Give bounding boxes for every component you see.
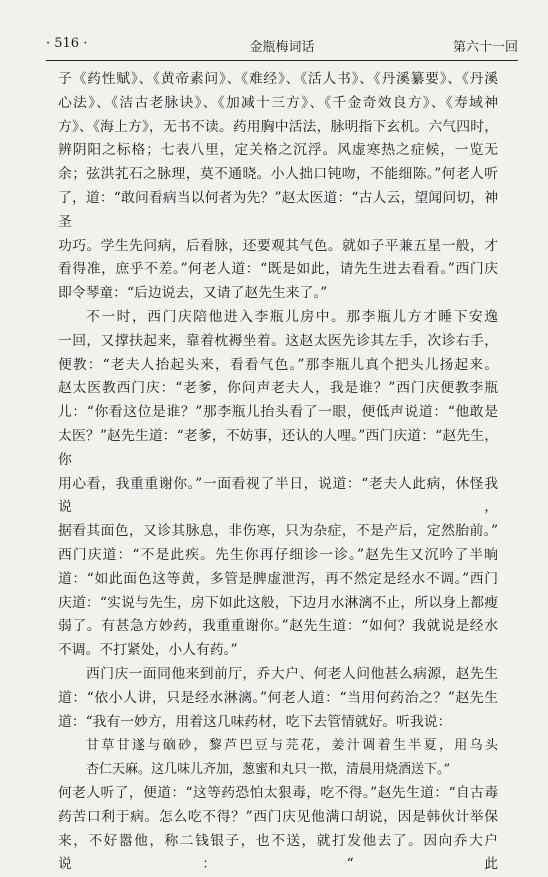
text-line: 道：“我有一妙方，用着这几味药材，吃下去管情就好。听我说： <box>58 711 498 735</box>
header-rule <box>46 60 518 61</box>
text-line: 何老人听了，便道：“这等药恐怕太狠毒，吃不得。”赵先生道：“自古毒 <box>58 782 498 806</box>
poem-line: 杏仁天麻。这几味儿齐加，葱蜜和丸只一揿，清晨用烧酒送下。” <box>58 758 498 782</box>
text-line: 子《药性赋》、《黄帝素问》、《难经》、《活人书》、《丹溪纂要》、《丹溪 <box>58 68 498 92</box>
text-line: 余；弦洪芤石之脉理，莫不通晓。小人拙口钝吻，不能细陈。”何老人听 <box>58 163 498 187</box>
page-header <box>46 36 518 58</box>
text-line: 用心看，我重重谢你。”一面看视了半日，说道：“老夫人此病，休怪我说， <box>58 473 498 521</box>
text-line: 来，不好嚣他，称二钱银子，也不送，就打发他去了。因向乔大户说：“此 <box>58 830 498 877</box>
text-line: 一回，又撑扶起来，靠着枕褥坐着。这赵太医先诊其左手，次诊右手， <box>58 330 498 354</box>
poem-line: 甘草甘遂与硇砂，黎芦巴豆与芫花，姜汁调着生半夏，用乌头 <box>58 734 498 758</box>
text-line: 太医？”赵先生道：“老爹，不妨事，还认的人哩。”西门庆道：“赵先生，你 <box>58 425 498 473</box>
text-line: 道：“依小人讲，只是经水淋漓。”何老人道：“当用何药治之？”赵先生 <box>58 687 498 711</box>
text-line: 据看其面色，又诊其脉息，非伤寒，只为杂症，不是产后，定然胎前。” <box>58 520 498 544</box>
text-line: 辨阴阳之标格；七表八里，定关格之沉浮。风虚寒热之症候，一览无 <box>58 139 498 163</box>
text-line: 不一时，西门庆陪他进入李瓶儿房中。那李瓶儿方才睡下安逸 <box>58 306 498 330</box>
text-line: 便教：“老夫人抬起头来，看看气色。”那李瓶儿真个把头儿扬起来。 <box>58 354 498 378</box>
text-line: 西门庆道：“不是此疾。先生你再仔细诊一诊。”赵先生又沉吟了半晌 <box>58 544 498 568</box>
book-title: 金瓶梅词话 <box>46 36 518 55</box>
text-line: 弱了。有甚急方妙药，我重重谢你。”赵先生道：“如何？我就说是经水 <box>58 615 498 639</box>
text-line: 赵太医教西门庆：“老爹，你问声老夫人，我是谁？”西门庆便教李瓶 <box>58 377 498 401</box>
text-line: 方》、《海上方》，无书不读。药用胸中活法，脉明指下玄机。六气四时， <box>58 116 498 140</box>
text-line: 看得准，庶乎不差。”何老人道：“既是如此，请先生进去看看。”西门庆 <box>58 258 498 282</box>
chapter-title: 第六十一回 <box>453 36 518 55</box>
text-line: 不调。不打紧处，小人有药。” <box>58 639 498 663</box>
text-line: 了，道：“敢问看病当以何者为先？”赵太医道：“古人云，望闻问切，神圣 <box>58 187 498 235</box>
text-line: 药苦口利于病。怎么吃不得？”西门庆见他满口胡说，因是韩伙计举保 <box>58 806 498 830</box>
text-line: 西门庆一面同他来到前厅，乔大户、何老人问他甚么病源，赵先生 <box>58 663 498 687</box>
text-line: 庆道：“实说与先生，房下如此这般，下边月水淋漓不止，所以身上都瘦 <box>58 592 498 616</box>
page-number: · 516 · <box>46 36 87 51</box>
text-line: 即令琴童：“后边说去，又请了赵先生来了。” <box>58 282 498 306</box>
text-line: 功巧。学生先问病，后看脉，还要观其气色。就如子平兼五星一般，才 <box>58 235 498 259</box>
text-line: 道：“如此面色这等黄，多管是脾虚泄泻，再不然定是经水不调。”西门 <box>58 568 498 592</box>
page-body <box>58 68 498 877</box>
text-line: 儿：“你看这位是谁？”那李瓶儿抬头看了一眼，便低声说道：“他敢是 <box>58 401 498 425</box>
text-line: 心法》、《洁古老脉诀》、《加减十三方》、《千金奇效良方》、《寿域神 <box>58 92 498 116</box>
